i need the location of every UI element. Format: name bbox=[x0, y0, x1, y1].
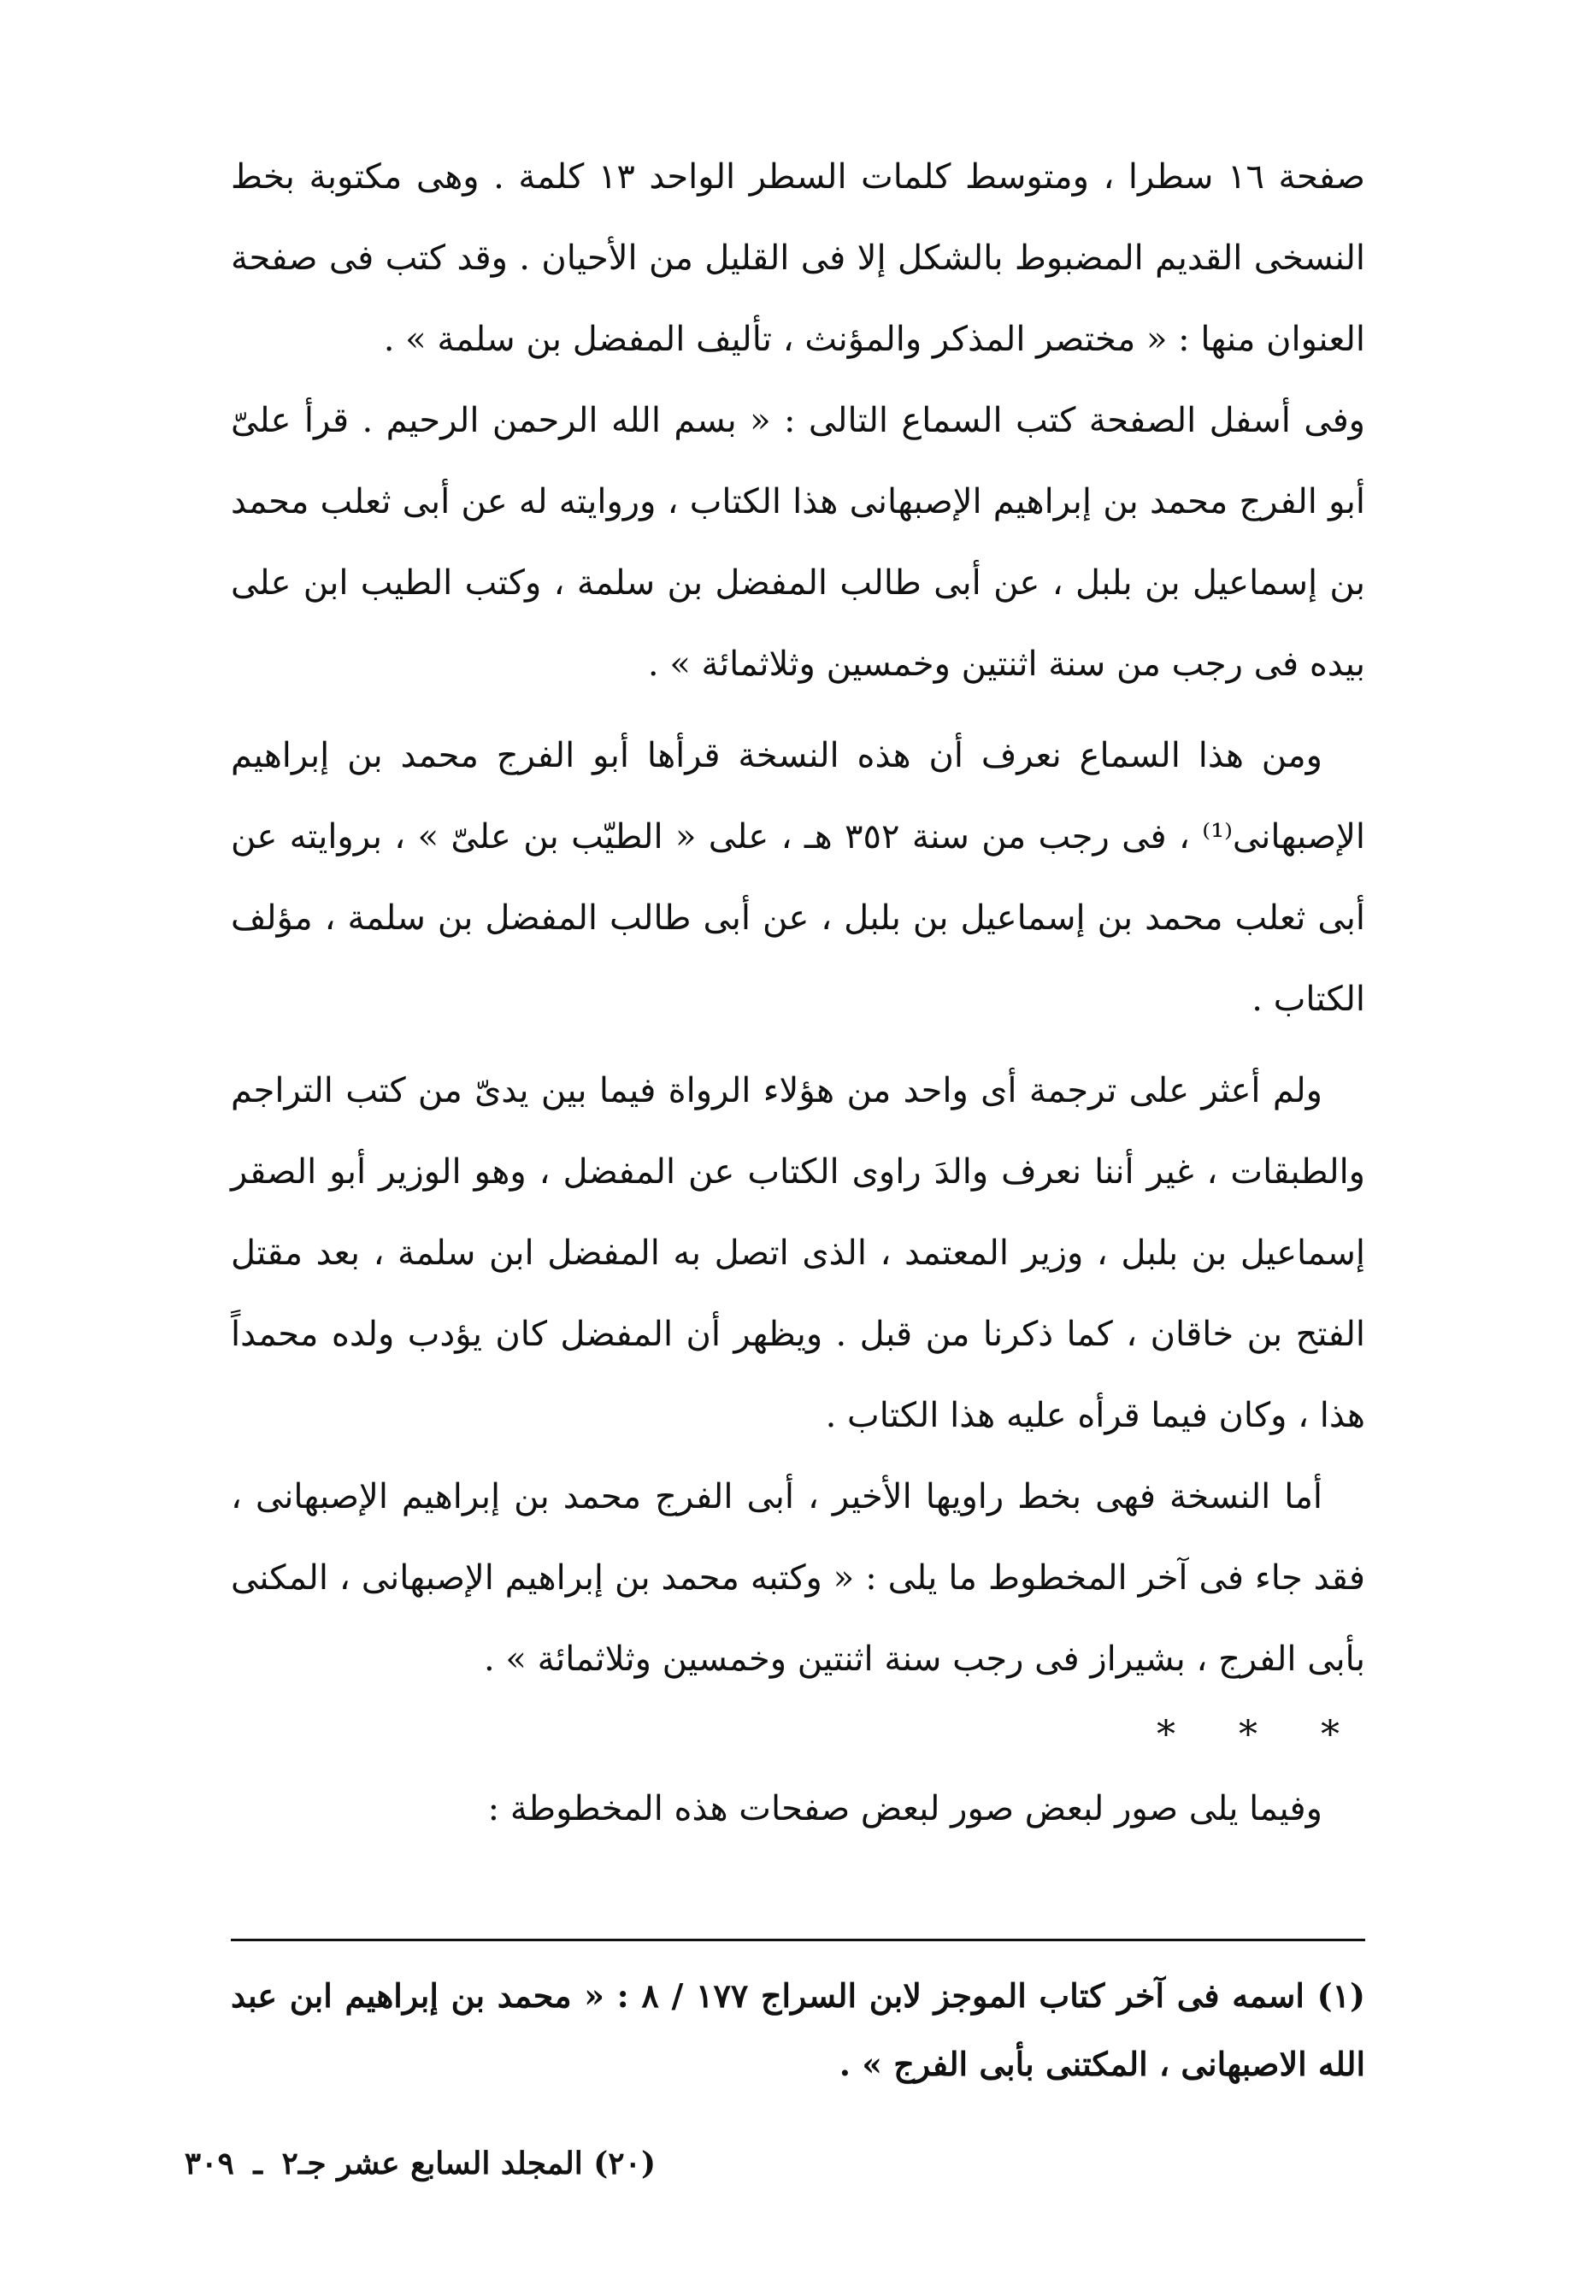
paragraph-narrators: ولم أعثر على ترجمة أى واحد من هؤلاء الرواة فيما بين يدىّ من كتب التراجم والطبقات ، غير أننا نعرف والدَ راوى الكتاب عن المفضل ، وهو الوزير أبو الصقر إسماعيل بن بلبل ، وزير المعتمد ، الذى اتصل به المفضل ابن سلمة ، بعد مقتل الفتح بن خاقان ، كما ذكرنا من قبل . ويظهر أن المفضل كان يؤدب ولده محمداً هذا ، وكان فيما قرأه عليه هذا الكتاب . bbox=[231, 1071, 1366, 1435]
footnote-divider bbox=[231, 1939, 1365, 1941]
paragraph-manuscript-description: صفحة ١٦ سطرا ، ومتوسط كلمات السطر الواحد ١٣ كلمة . وهى مكتوبة بخط النسخى القديم المضبوط بالشكل إلا فى القليل من الأحيان . وقد كتب فى صفحة العنوان منها : « مختصر المذكر والمؤنث ، تأليف المفضل بن سلمة » . bbox=[231, 157, 1365, 359]
volume-label: (٢٠) المجلد السابع عشر جـ٢ bbox=[281, 2146, 656, 2181]
page-number: ٣٠٩ bbox=[184, 2146, 234, 2181]
section-separator: * * * bbox=[1157, 1713, 1365, 1757]
page-footer bbox=[176, 2146, 656, 2181]
footnote: (١) اسمه فى آخر كتاب الموجز لابن السراج ١٧٧ / ٨ : « محمد بن إبراهيم ابن عبد الله الاصبهانى ، المكتنى بأبى الفرج » . bbox=[231, 1976, 1365, 2083]
footer-dash: ـ bbox=[253, 2146, 262, 2181]
paragraph-copyist: أما النسخة فهى بخط راويها الأخير ، أبى الفرج محمد بن إبراهيم الإصبهانى ، فقد جاء فى آخر المخطوط ما يلى : « وكتبه محمد بن إبراهيم الإصبهانى ، المكنى بأبى الفرج ، بشيراز فى رجب سنة اثنتين وخمسين وثلاثمائة » . bbox=[231, 1477, 1365, 1679]
main-text bbox=[231, 137, 1365, 1850]
paragraph-audition-note: وفى أسفل الصفحة كتب السماع التالى : « بسم الله الرحمن الرحيم . قرأ علىّ أبو الفرج محمد بن إبراهيم الإصبهانى هذا الكتاب ، وروايته له عن أبى ثعلب محمد بن إسماعيل بن بلبل ، عن أبى طالب المفضل بن سلمة ، وكتب الطيب ابن على بيده فى رجب من سنة اثنتين وخمسين وثلاثمائة » . bbox=[231, 401, 1365, 684]
closing-line: وفيما يلى صور لبعض صور لبعض صفحات هذه المخطوطة : bbox=[487, 1789, 1322, 1828]
paragraph-audition-analysis: ومن هذا السماع نعرف أن هذه النسخة قرأها أبو الفرج محمد بن إبراهيم الإصبهانى⁽¹⁾ ، فى رجب من سنة ٣٥٢ هـ ، على « الطيّب بن علىّ » ، بروايته عن أبى ثعلب محمد بن إسماعيل بن بلبل ، عن أبى طالب المفضل بن سلمة ، مؤلف الكتاب . bbox=[231, 736, 1365, 1019]
